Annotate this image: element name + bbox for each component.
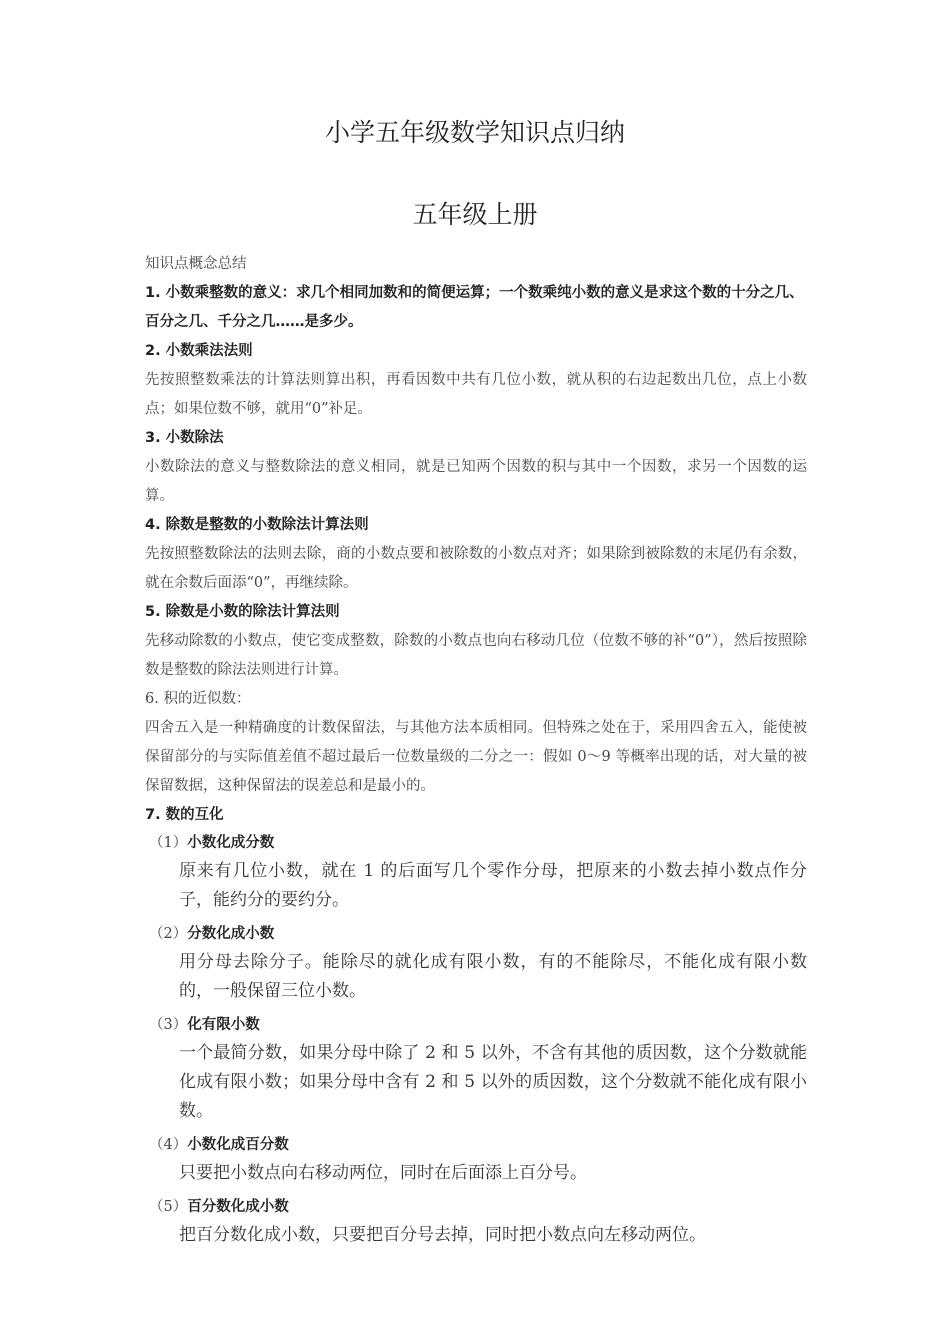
section-2-heading: 2. 小数乘法法则 bbox=[145, 343, 253, 359]
subsection-text: 只要把小数点向右移动两位，同时在后面添上百分号。 bbox=[179, 1163, 587, 1183]
document-body bbox=[145, 279, 807, 1256]
subsection-number: （5） bbox=[149, 1199, 188, 1215]
subsection-heading bbox=[149, 1194, 807, 1221]
subsection-1 bbox=[149, 830, 807, 915]
section-5-text: 先移动除数的小数点，使它变成整数，除数的小数点也向右移动几位（位数不够的补“0”），然后按照除数是整数的除法法则进行计算。 bbox=[145, 633, 807, 678]
subsection-heading bbox=[149, 1012, 807, 1039]
subsection-text: 把百分数化成小数，只要把百分号去掉，同时把小数点向左移动两位。 bbox=[179, 1225, 706, 1245]
section-5-heading: 5. 除数是小数的除法计算法则 bbox=[145, 604, 340, 620]
section-4-text: 先按照整数除法的法则去除，商的小数点要和被除数的小数点对齐；如果除到被除数的末尾仍有余数，就在余数后面添“0”，再继续除。 bbox=[145, 546, 807, 591]
section-2-text: 先按照整数乘法的计算法则算出积，再看因数中共有几位小数，就从积的右边起数出几位，点上小数点；如果位数不够，就用“0”补足。 bbox=[145, 372, 807, 417]
section-7-heading: 7. 数的互化 bbox=[145, 807, 224, 823]
subsection-text: 原来有几位小数，就在 1 的后面写几个零作分母，把原来的小数去掉小数点作分子，能约分的要约分。 bbox=[179, 861, 807, 910]
document-subtitle: 五年级上册 bbox=[412, 200, 538, 229]
subsection-number: （1） bbox=[149, 835, 188, 851]
section-4-heading: 4. 除数是整数的小数除法计算法则 bbox=[145, 517, 369, 533]
section-1-text: 1. 小数乘整数的意义：求几个相同加数和的简便运算；一个数乘纯小数的意义是求这个数的十分之几、百分之几、千分之几……是多少。 bbox=[145, 285, 804, 330]
section-3-text: 小数除法的意义与整数除法的意义相同，就是已知两个因数的积与其中一个因数，求另一个因数的运算。 bbox=[145, 459, 807, 504]
intro-label: 知识点概念总结 bbox=[145, 256, 247, 272]
subsection-number: （2） bbox=[149, 926, 188, 942]
subsection-5 bbox=[149, 1194, 807, 1250]
subsection-title: 化有限小数 bbox=[187, 1017, 260, 1033]
subsection-heading bbox=[149, 921, 807, 948]
section-3-heading: 3. 小数除法 bbox=[145, 430, 224, 446]
subsection-number: （4） bbox=[149, 1137, 188, 1153]
document-title: 小学五年级数学知识点归纳 bbox=[324, 118, 625, 147]
subsection-heading bbox=[149, 1132, 807, 1159]
subsection-title: 分数化成小数 bbox=[187, 926, 275, 942]
subsection-title: 小数化成百分数 bbox=[187, 1137, 289, 1153]
subsection-title: 小数化成分数 bbox=[187, 835, 275, 851]
subsection-3 bbox=[149, 1012, 807, 1126]
subsection-heading bbox=[149, 830, 807, 857]
subsection-title: 百分数化成小数 bbox=[187, 1199, 289, 1215]
subsection-text: 一个最简分数，如果分母中除了 2 和 5 以外，不含有其他的质因数，这个分数就能化成有限小数；如果分母中含有 2 和 5 以外的质因数，这个分数就不能化成有限小数。 bbox=[179, 1043, 807, 1121]
section-6-text: 四舍五入是一种精确度的计数保留法，与其他方法本质相同。但特殊之处在于，采用四舍五入，能使被保留部分的与实际值差值不超过最后一位数量级的二分之一：假如 0～9 等概率出现的话，对大量的被保留数据，这种保留法的误差总和是最小的。 bbox=[145, 720, 807, 794]
subsection-4 bbox=[149, 1132, 807, 1188]
subsection-2 bbox=[149, 921, 807, 1006]
section-6-heading: 6. 积的近似数： bbox=[145, 691, 251, 707]
subsection-number: （3） bbox=[149, 1017, 188, 1033]
subsection-text: 用分母去除分子。能除尽的就化成有限小数，有的不能除尽，不能化成有限小数的，一般保留三位小数。 bbox=[179, 952, 807, 1001]
